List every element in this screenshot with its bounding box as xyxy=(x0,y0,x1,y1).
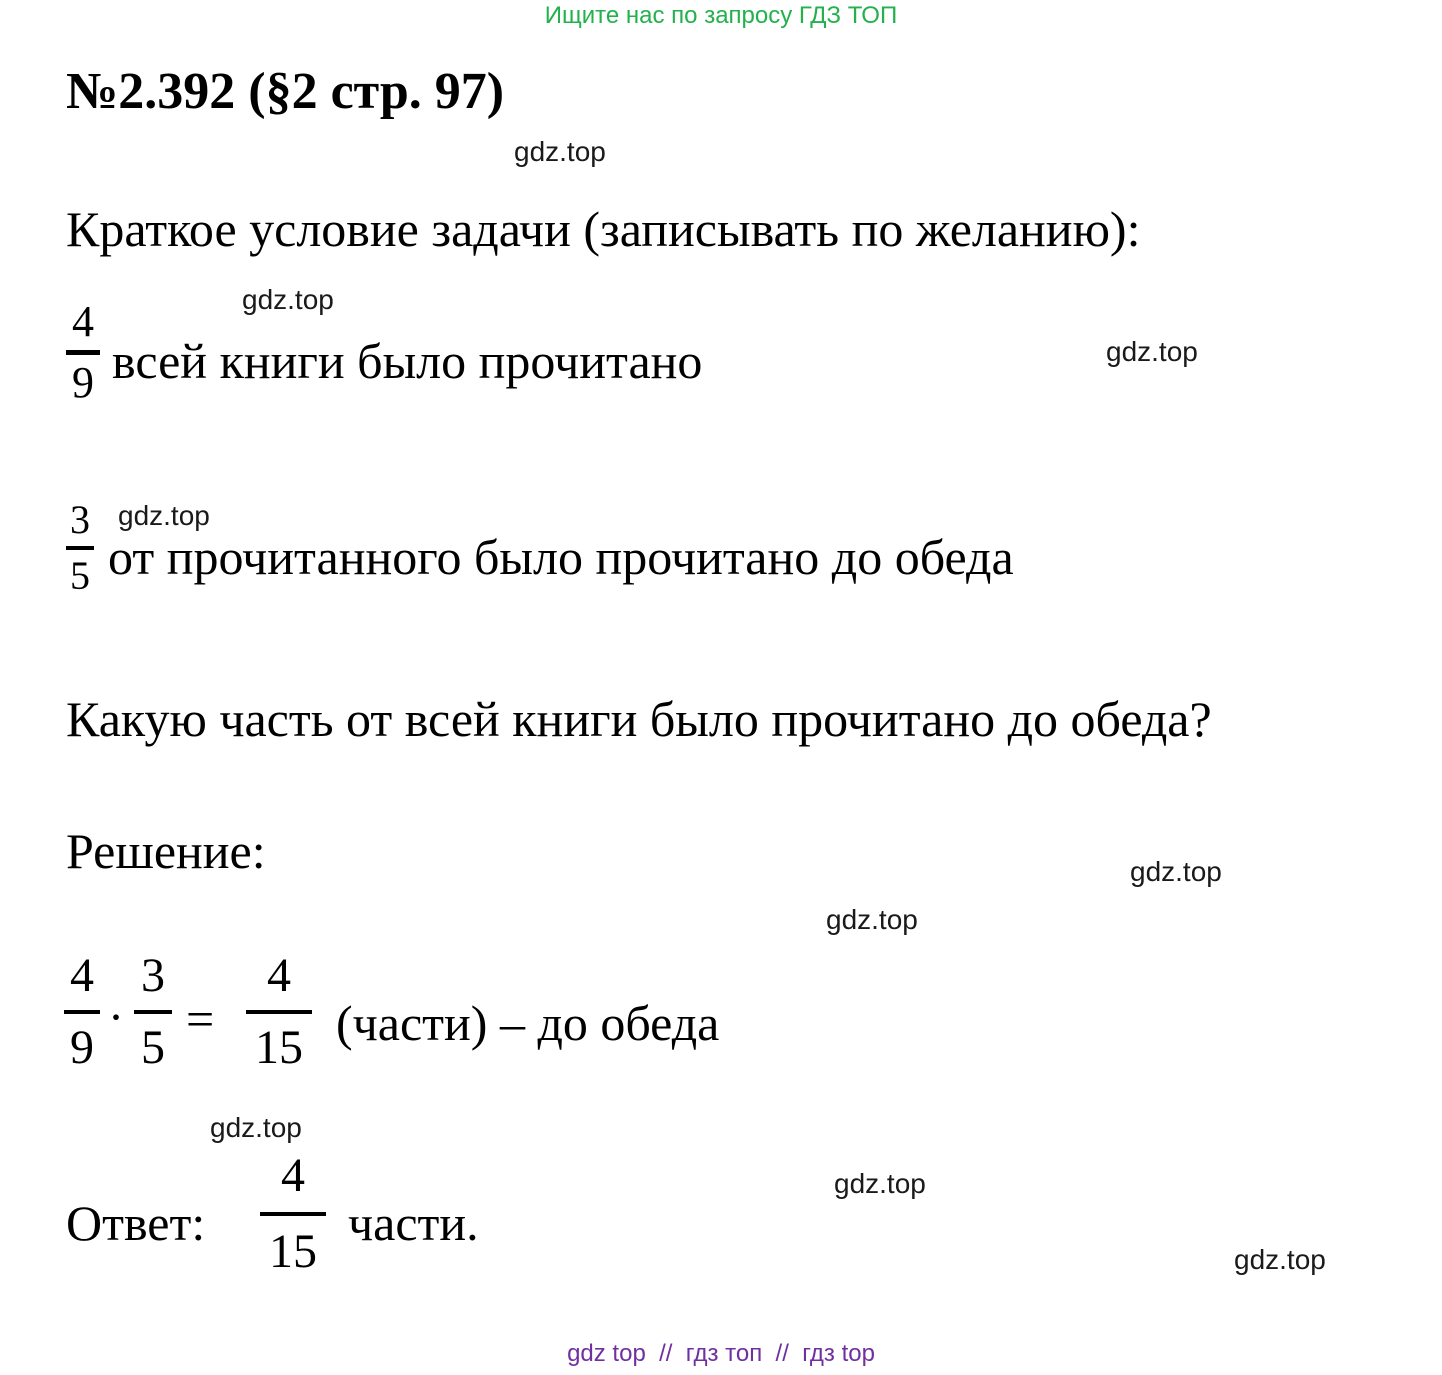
top-banner: Ищите нас по запросу ГДЗ ТОП xyxy=(544,2,898,29)
watermark: gdz.top xyxy=(210,1112,302,1143)
watermark: gdz.top xyxy=(1106,336,1198,367)
equation-a-denominator: 9 xyxy=(70,1021,94,1074)
watermark: gdz.top xyxy=(834,1168,926,1199)
fraction-bar xyxy=(134,1010,172,1014)
watermark: gdz.top xyxy=(1130,856,1222,887)
fraction-bar xyxy=(246,1010,312,1014)
equation-fraction-a xyxy=(64,949,100,1074)
given-1-text: всей книги было прочитано xyxy=(112,333,703,389)
equation-text: (части) – до обеда xyxy=(336,995,720,1051)
given-2-text: от прочитанного было прочитано до обеда xyxy=(108,529,1014,585)
multiply-operator: · xyxy=(108,991,124,1044)
given-2-fraction xyxy=(66,497,94,598)
fraction-bar xyxy=(66,546,94,550)
given-1-fraction xyxy=(66,297,100,407)
equation-b-numerator: 3 xyxy=(141,949,165,1002)
fraction-bar xyxy=(66,350,100,355)
given-1-numerator: 4 xyxy=(72,297,94,346)
watermark: gdz.top xyxy=(242,284,334,315)
watermark: gdz.top xyxy=(118,500,210,531)
watermark: gdz.top xyxy=(514,136,606,167)
equation-result-denominator: 15 xyxy=(255,1021,303,1074)
condition-heading: Краткое условие задачи (записывать по желанию): xyxy=(66,201,1141,257)
solution-label: Решение: xyxy=(66,823,266,879)
fraction-bar xyxy=(260,1212,326,1216)
fraction-bar xyxy=(64,1010,100,1014)
given-2-numerator: 3 xyxy=(70,497,90,542)
equals-sign: = xyxy=(186,991,215,1047)
answer-fraction xyxy=(260,1149,326,1278)
equation-a-numerator: 4 xyxy=(70,949,94,1002)
equation-result-fraction xyxy=(246,949,312,1074)
given-2-denominator: 5 xyxy=(70,553,90,598)
equation-fraction-b xyxy=(134,949,172,1074)
problem-title: №2.392 (§2 стр. 97) xyxy=(66,63,505,120)
equation-b-denominator: 5 xyxy=(141,1021,165,1074)
given-1-denominator: 9 xyxy=(72,358,94,407)
answer-numerator: 4 xyxy=(281,1149,305,1202)
equation-result-numerator: 4 xyxy=(267,949,291,1002)
footer-links: gdz top // гдз топ // гдз top xyxy=(567,1340,875,1367)
answer-text: части. xyxy=(348,1195,479,1251)
question-text: Какую часть от всей книги было прочитано до обеда? xyxy=(66,691,1212,747)
answer-label: Ответ: xyxy=(66,1195,206,1251)
answer-denominator: 15 xyxy=(269,1225,317,1278)
watermark: gdz.top xyxy=(826,904,918,935)
watermark: gdz.top xyxy=(1234,1244,1326,1275)
